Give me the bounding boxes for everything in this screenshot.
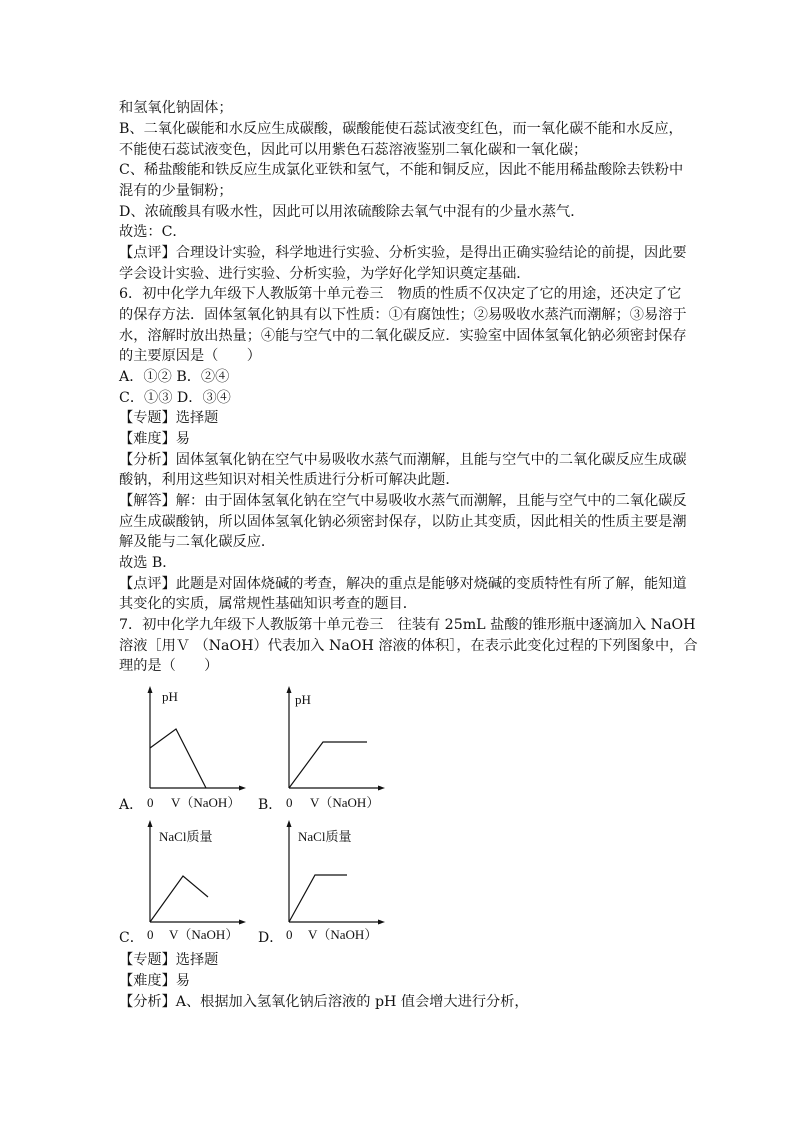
solution-line: 【解答】解：由于固体氢氧化钠在空气中易吸收水蒸气而潮解，且能与空气中的二氧化碳反: [119, 493, 687, 509]
curve-line: [289, 742, 367, 788]
option-d-letter: D．: [258, 930, 284, 946]
answer-options-line: A．①② B．②④: [119, 369, 230, 385]
x-axis-label: V（NaOH）: [171, 795, 241, 810]
analysis-line: 【分析】A、根据加入氢氧化钠后溶液的 pH 值会增大进行分析，: [119, 994, 529, 1010]
x-origin-label: 0: [286, 795, 293, 810]
text-line: 混有的少量铜粉；: [119, 183, 233, 199]
difficulty-label: 【难度】易: [119, 973, 190, 989]
option-c-letter: C．: [119, 930, 144, 946]
text-line: 不能使石蕊试液变色，因此可以用紫色石蕊溶液鉴别二氧化碳和一氧化碳；: [119, 142, 588, 158]
option-b-letter: B．: [258, 797, 283, 813]
option-a-letter: A．: [119, 797, 144, 813]
curve-line: [150, 729, 206, 788]
answer-line: 故选 B．: [119, 555, 177, 571]
text-line: 【点评】合理设计实验，科学地进行实验、分析实验，是得出正确实验结论的前提，因此要: [119, 245, 687, 261]
x-origin-label: 0: [147, 927, 154, 942]
y-axis-label: NaCl质量: [298, 829, 352, 844]
text-line: 的主要原因是（ ）: [119, 348, 261, 364]
x-axis-arrow-icon: [378, 920, 385, 925]
curve-line: [289, 875, 347, 922]
text-line: 的保存方法．固体氢氧化钠具有以下性质：①有腐蚀性；②易吸收水蒸汽而潮解；③易溶于: [119, 307, 687, 323]
question-6-line: 6．初中化学九年级下人教版第十单元卷三 物质的性质不仅决定了它的用途，还决定了它: [119, 286, 682, 302]
text-line: 溶液［用Ｖ （NaOH）代表加入 NaOH 溶液的体积］，在表示此变化过程的下列图象中，合: [119, 638, 698, 654]
x-axis-label: V（NaOH）: [308, 927, 378, 942]
x-axis-arrow-icon: [239, 786, 246, 791]
text-line: D、浓硫酸具有吸水性，因此可以用浓硫酸除去氧气中混有的少量水蒸气．: [119, 204, 585, 220]
comment-line: 其变化的实质，属常规性基础知识考查的题目．: [119, 596, 417, 612]
curve-line: [150, 876, 208, 922]
y-axis-arrow-icon: [148, 686, 153, 693]
text-line: 水，溶解时放出热量；④能与空气中的二氧化碳反应．实验室中固体氢氧化钠必须密封保存: [119, 328, 687, 344]
question-7-line: 7．初中化学九年级下人教版第十单元卷三 往装有 25mL 盐酸的锥形瓶中逐滴加入 NaOH: [119, 617, 696, 633]
text-line: 故选：C．: [119, 224, 187, 240]
solution-line: 解及能与二氧化碳反应．: [119, 534, 276, 550]
answer-options-line: C．①③ D．③④: [119, 390, 231, 406]
topic-label: 【专题】选择题: [119, 952, 219, 968]
y-axis-arrow-icon: [148, 820, 153, 827]
graph-c: [138, 818, 253, 953]
graph-d: [277, 818, 392, 953]
difficulty-label: 【难度】易: [119, 431, 190, 447]
text-line: C、稀盐酸能和铁反应生成氯化亚铁和氢气，不能和铜反应，因此不能用稀盐酸除去铁粉中: [119, 162, 684, 178]
text-line: 理的是（ ）: [119, 658, 219, 674]
text-line: 和氢氧化钠固体；: [119, 100, 233, 116]
y-axis-arrow-icon: [287, 686, 292, 693]
graph-a: [138, 684, 253, 819]
x-axis-arrow-icon: [239, 920, 246, 925]
solution-line: 应生成碳酸钠，所以固体氢氧化钠必须密封保存，以防止其变质，因此相关的性质主要是潮: [119, 514, 687, 530]
x-axis-label: V（NaOH）: [169, 927, 239, 942]
graph-b: [277, 684, 392, 819]
x-axis-arrow-icon: [378, 786, 385, 791]
comment-line: 【点评】此题是对固体烧碱的考查，解决的重点是能够对烧碱的变质特性有所了解，能知道: [119, 576, 687, 592]
y-axis-label: pH: [295, 692, 311, 707]
text-line: B、二氧化碳能和水反应生成碳酸，碳酸能使石蕊试液变红色，而一氧化碳不能和水反应，: [119, 121, 683, 137]
x-origin-label: 0: [147, 795, 154, 810]
analysis-line: 酸钠，利用这些知识对相关性质进行分析可解决此题．: [119, 472, 460, 488]
analysis-line: 【分析】固体氢氧化钠在空气中易吸收水蒸气而潮解，且能与空气中的二氧化碳反应生成碳: [119, 452, 687, 468]
y-axis-label: pH: [162, 689, 178, 704]
y-axis-label: NaCl质量: [159, 829, 213, 844]
y-axis-arrow-icon: [287, 820, 292, 827]
x-axis-label: V（NaOH）: [310, 795, 380, 810]
x-origin-label: 0: [286, 927, 293, 942]
topic-label: 【专题】选择题: [119, 410, 219, 426]
text-line: 学会设计实验、进行实验、分析实验，为学好化学知识奠定基础．: [119, 266, 531, 282]
